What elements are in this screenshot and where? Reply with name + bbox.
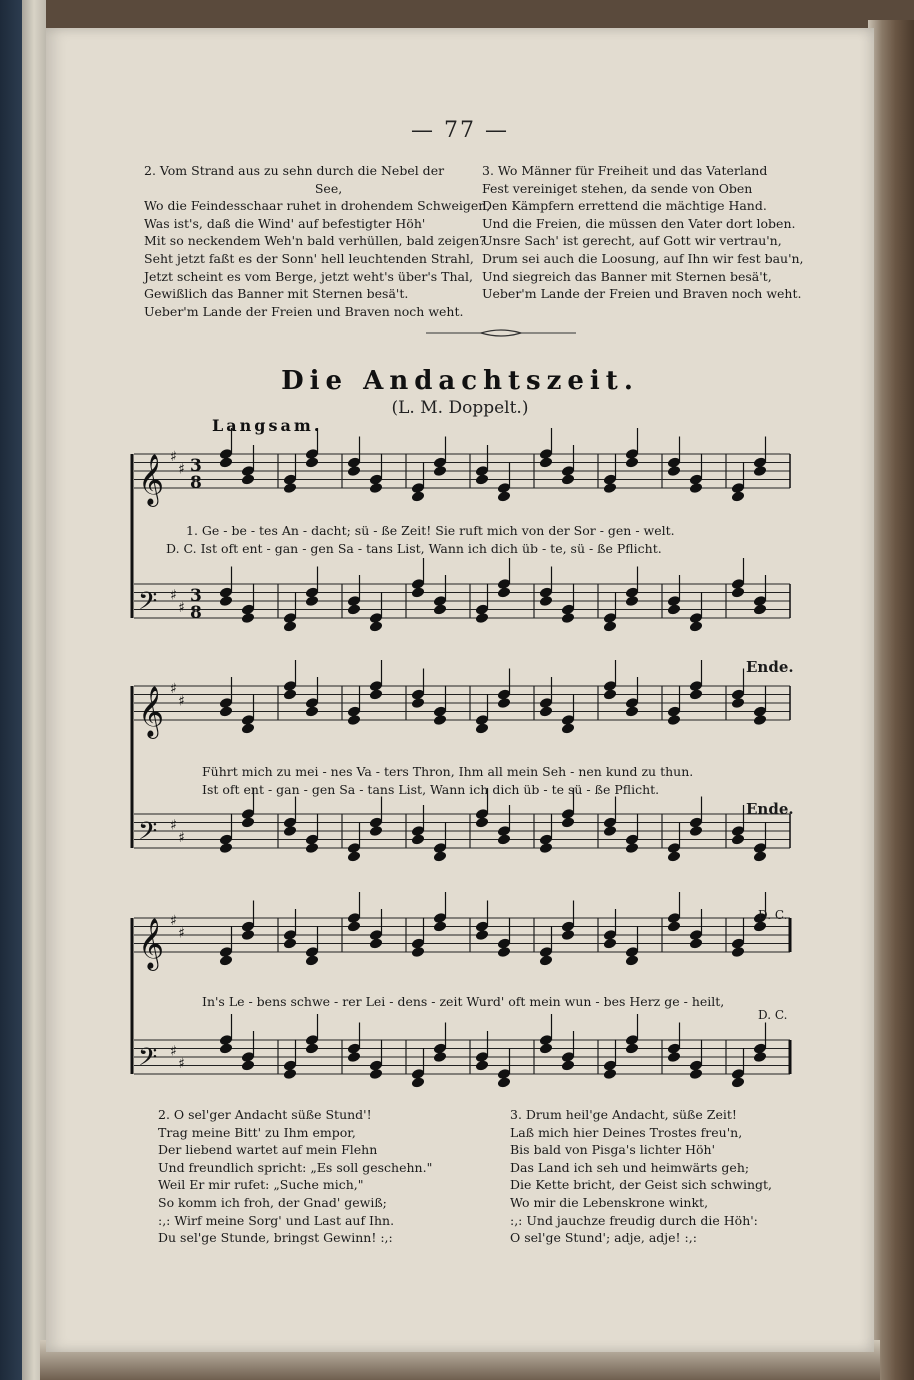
notehead [497,833,512,846]
notehead [603,620,618,633]
sharp-icon: ♯ [178,830,185,847]
notehead [433,465,448,478]
notehead [369,688,384,701]
notehead [369,482,384,495]
notehead [625,842,640,855]
sharp-icon: ♯ [170,587,177,604]
notehead [369,620,384,633]
lyric-line: Führt mich zu mei - nes Va - ters Thron, Ihm all mein Seh - nen kund zu thun. [202,764,694,779]
lyric-line: In's Le - bens schwe - rer Lei - dens - zeit Wurd' oft mein wun - bes Herz ge - heilt, [202,994,725,1009]
page-edges-right [868,20,914,1380]
notehead [561,929,576,942]
notehead [241,816,256,829]
notehead [561,612,576,625]
notehead [475,612,490,625]
notehead [283,825,298,838]
notehead [625,705,640,718]
sharp-icon: ♯ [178,925,185,942]
notehead [753,603,768,616]
notehead [283,482,298,495]
tempo-marking: Langsam. [212,416,323,435]
notehead [497,586,512,599]
notehead [603,937,618,950]
lyric-line: Ist oft ent - gan - gen Sa - tans List, Wann ich dich üb - te sü - ße Pflicht. [202,782,660,797]
sharp-icon: ♯ [178,1056,185,1073]
notehead [625,1042,640,1055]
notehead [731,1076,746,1089]
notehead [731,697,746,710]
treble-clef-icon: 𝄞 [138,454,165,505]
notehead [497,946,512,959]
notehead [625,456,640,469]
notehead [561,722,576,735]
sharp-icon: ♯ [170,448,177,465]
notehead [411,946,426,959]
notehead [347,850,362,863]
notehead [667,714,682,727]
notehead [411,697,426,710]
notehead [689,937,704,950]
bass-clef-icon: 𝄢 [138,587,158,622]
notehead [283,688,298,701]
verse-3-bottom: 3. Drum heil'ge Andacht, süße Zeit! Laß mich hier Deines Trostes freu'n, Bis bald von Pisga's lichter Höh' Das Land ich seh und heimwärts geh; Die Kette bricht, der Geist sich schwingt, Wo mir die Lebenskrone winkt, :,: Und jauchze freudig durch die Höh': O sel'ge Stund'; adje, adje! :,: [510,1107,772,1246]
dc-marking: D. C. [758,908,788,922]
sharp-icon: ♯ [170,912,177,929]
hymn-meter: (L. M. Doppelt.) [391,398,529,418]
notehead [689,1068,704,1081]
notehead [219,1042,234,1055]
notehead [689,482,704,495]
treble-clef-icon: 𝄞 [138,686,165,737]
notehead [753,1051,768,1064]
notehead [667,1051,682,1064]
notehead [753,920,768,933]
notehead [219,842,234,855]
notehead [283,620,298,633]
sharp-icon: ♯ [178,693,185,710]
notehead [305,595,320,608]
time-signature-bottom: 8 [190,603,202,623]
notehead [603,688,618,701]
notehead [753,714,768,727]
notehead [433,1051,448,1064]
notehead [369,825,384,838]
notehead [667,920,682,933]
notehead [305,954,320,967]
notehead [475,929,490,942]
notehead [475,473,490,486]
verse-2-bottom: 2. O sel'ger Andacht süße Stund'! Trag meine Bitt' zu Ihm empor, Der liebend wartet auf mein Flehn Und freundlich spricht: „Es soll geschehn." Weil Er mir rufet: „Suche mich," So komm ich froh, der Gnad' gewiß; :,: Wirf meine Sorg' und Last auf Ihn. Du sel'ge Stunde, bringst Gewinn! :,: [158,1107,433,1246]
notehead [369,937,384,950]
notehead [347,603,362,616]
notehead [689,620,704,633]
notehead [283,1068,298,1081]
notehead [539,456,554,469]
verse-2-top: 2. Vom Strand aus zu sehn durch die Nebel der See, Wo die Feindesschaar ruhet in drohendem Schweigen, Was ist's, daß die Wind' auf befestigter Höh' Mit so neckendem Weh'n bald verhüllen, bald zeigen? Seht jetzt faßt es der Sonn' hell leuchtenden Strahl, Jetzt scheint es vom Berge, jetzt weht's über's Thal, Gewißlich das Banner mit Sternen besä't. Ueber'm Lande der Freien und Braven noch weht. [144,163,491,319]
notehead [689,825,704,838]
notehead [497,1076,512,1089]
notehead [219,954,234,967]
notehead [347,1051,362,1064]
notehead [731,946,746,959]
ende-marking: Ende. [746,658,794,676]
notehead [475,722,490,735]
notehead [539,1042,554,1055]
notehead [625,595,640,608]
notehead [539,842,554,855]
notehead [731,490,746,503]
notehead [411,586,426,599]
notehead [603,1068,618,1081]
notehead [433,714,448,727]
notehead [753,465,768,478]
treble-clef-icon: 𝄞 [138,918,165,969]
notehead [305,1042,320,1055]
verse-3-top: 3. Wo Männer für Freiheit und das Vaterland Fest vereiniget stehen, da sende von Oben Den Kämpfern errettend die mächtige Hand. Und die Freien, die müssen den Vater dort loben. Unsre Sach' ist gerecht, auf Gott wir vertrau'n, Drum sei auch die Loosung, auf Ihn wir fest bau'n, Und siegreich das Banner mit Sternen besä't, Ueber'm Lande der Freien und Braven noch weht. [482,163,804,302]
notehead [497,697,512,710]
notehead [241,1059,256,1072]
notehead [219,595,234,608]
notehead [305,705,320,718]
time-signature-bottom: 8 [190,473,202,493]
notehead [347,465,362,478]
notehead [731,586,746,599]
time-signature-top: 3 [190,586,202,606]
bass-clef-icon: 𝄢 [138,817,158,852]
dc-marking: D. C. [758,1008,788,1022]
notehead [219,705,234,718]
notehead [667,465,682,478]
notehead [497,490,512,503]
notehead [689,688,704,701]
notehead [475,816,490,829]
notehead [305,456,320,469]
sharp-icon: ♯ [170,817,177,834]
notehead [539,954,554,967]
notehead [241,612,256,625]
book-page [46,28,874,1352]
sharp-icon: ♯ [178,461,185,478]
notehead [475,1059,490,1072]
notehead [411,490,426,503]
sharp-icon: ♯ [170,1043,177,1060]
sharp-icon: ♯ [178,600,185,617]
notehead [433,920,448,933]
sharp-icon: ♯ [170,680,177,697]
notehead [219,456,234,469]
notehead [241,722,256,735]
notehead [539,595,554,608]
notehead [369,1068,384,1081]
notehead [667,850,682,863]
notehead [561,1059,576,1072]
notehead [283,937,298,950]
notehead [411,833,426,846]
bass-clef-icon: 𝄢 [138,1043,158,1078]
notehead [667,603,682,616]
page-number: — 77 — [411,118,509,143]
notehead [561,473,576,486]
notehead [731,833,746,846]
ende-marking: Ende. [746,800,794,818]
notehead [625,954,640,967]
notehead [347,920,362,933]
notehead [561,816,576,829]
notehead [411,1076,426,1089]
lyric-line: 1. Ge - be - tes An - dacht; sü - ße Zeit! Sie ruft mich von der Sor - gen - welt. [186,523,675,538]
notehead [241,929,256,942]
notehead [347,714,362,727]
binding-gutter [22,0,46,1380]
notehead [241,473,256,486]
notehead [603,482,618,495]
notehead [433,850,448,863]
time-signature-top: 3 [190,456,202,476]
hymn-title: Die Andachtszeit. [281,366,639,396]
notehead [433,603,448,616]
notehead [603,825,618,838]
notehead [305,842,320,855]
lyric-line: D. C. Ist oft ent - gan - gen Sa - tans List, Wann ich dich üb - te, sü - ße Pflicht. [166,541,662,556]
notehead [539,705,554,718]
notehead [753,850,768,863]
